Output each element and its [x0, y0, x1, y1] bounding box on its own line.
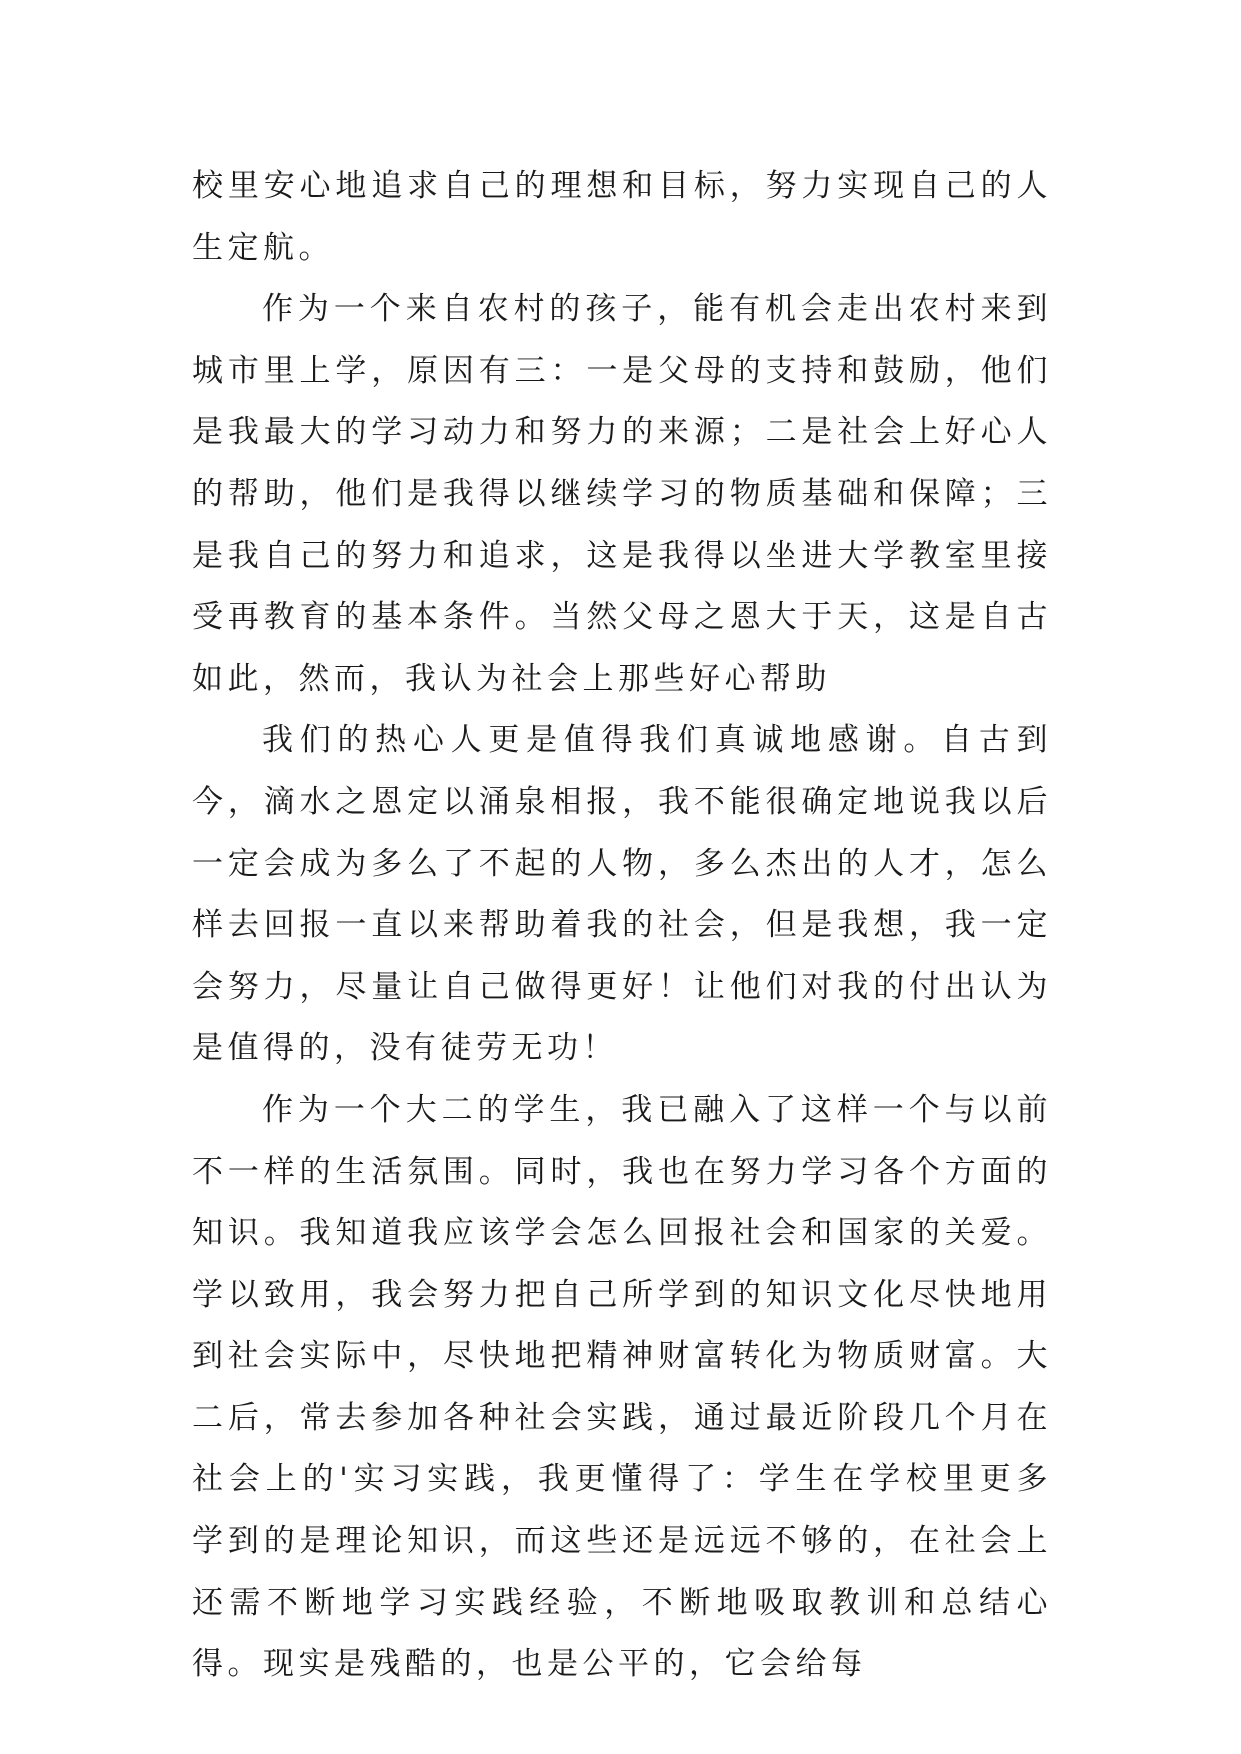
paragraph-4: 作为一个大二的学生，我已融入了这样一个与以前不一样的生活氛围。同时，我也在努力学习各个方面的知识。我知道我应该学会怎么回报社会和国家的关爱。学以致用，我会努力把自己所学到的知识文化尽快地用到社会实际中，尽快地把精神财富转化为物质财富。大二后，常去参加各种社会实践，通过最近阶段几个月在社会上的'实习实践，我更懂得了：学生在学校里更多学到的是理论知识，而这些还是远远不够的，在社会上还需不断地学习实践经验，不断地吸取教训和总结心得。现实是残酷的，也是公平的，它会给每: [192, 1091, 1052, 1683]
document-body: [192, 156, 1052, 1696]
paragraph-1: 校里安心地追求自己的理想和目标，努力实现自己的人生定航。: [192, 168, 1052, 266]
paragraph-2: 作为一个来自农村的孩子，能有机会走出农村来到城市里上学，原因有三：一是父母的支持和鼓励，他们是我最大的学习动力和努力的来源；二是社会上好心人的帮助，他们是我得以继续学习的物质基础和保障；三是我自己的努力和追求，这是我得以坐进大学教室里接受再教育的基本条件。当然父母之恩大于天，这是自古如此，然而，我认为社会上那些好心帮助: [192, 291, 1052, 697]
paragraph-3: 我们的热心人更是值得我们真诚地感谢。自古到今，滴水之恩定以涌泉相报，我不能很确定地说我以后一定会成为多么了不起的人物，多么杰出的人才，怎么样去回报一直以来帮助着我的社会，但是我想，我一定会努力，尽量让自己做得更好！让他们对我的付出认为是值得的，没有徒劳无功！: [192, 722, 1052, 1067]
